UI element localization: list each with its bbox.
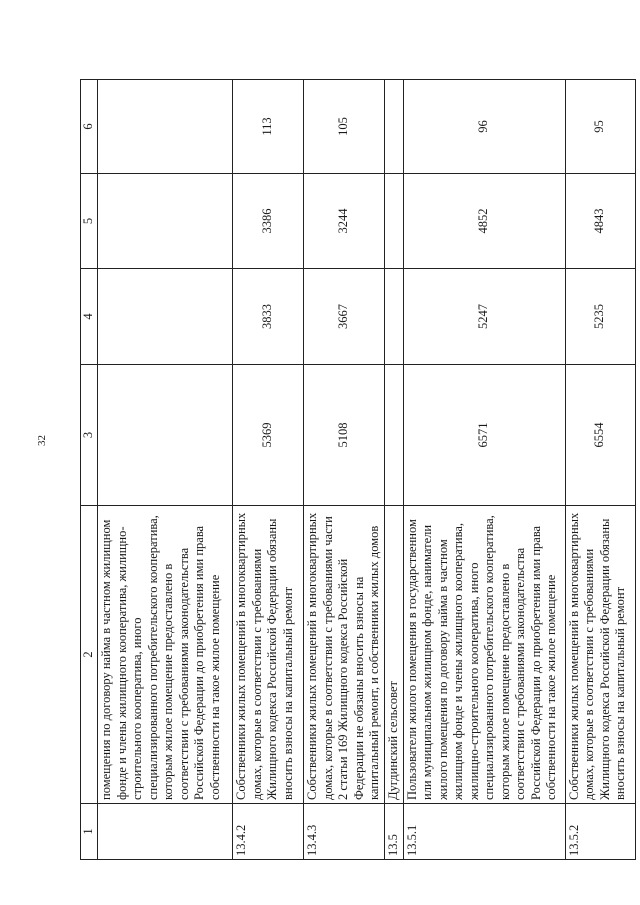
row-value-col6 <box>98 80 233 174</box>
row-value-col5 <box>98 174 233 269</box>
header-col-6: 6 <box>81 80 98 174</box>
row-code: 13.5.2 <box>565 804 635 860</box>
row-value-col6: 96 <box>403 80 565 174</box>
row-value-col4 <box>98 269 233 365</box>
row-value-col3: 5108 <box>304 365 385 506</box>
row-description: Дугдинский сельсовет <box>384 506 403 804</box>
row-value-col3 <box>98 365 233 506</box>
row-description: Собственники жилых помещений в многоквартирных домах, которые в соответствии с требованиями части 2 статьи 169 Жилищного кодекса Российской Федерации не обязаны вносить взносы на капитальный ремонт, и собственники жилых домов <box>304 506 385 804</box>
page-number: 32 <box>36 435 48 446</box>
row-code: 13.4.2 <box>233 804 304 860</box>
tariff-table <box>80 79 636 860</box>
table-row <box>98 80 233 860</box>
row-value-col4: 5235 <box>565 269 635 365</box>
table-row <box>304 80 385 860</box>
row-value-col4: 3833 <box>233 269 304 365</box>
row-code <box>98 804 233 860</box>
row-value-col3: 6571 <box>403 365 565 506</box>
rotated-table-container <box>80 80 627 860</box>
header-col-5: 5 <box>81 174 98 269</box>
row-value-col5: 4843 <box>565 174 635 269</box>
header-col-1: 1 <box>81 804 98 860</box>
row-value-col6: 113 <box>233 80 304 174</box>
row-value-col6: 105 <box>304 80 385 174</box>
row-description: Собственники жилых помещений в многоквартирных домах, которые в соответствии с требованиями Жилищного кодекса Российской Федерации обязаны вносить взносы на капитальный ремонт <box>233 506 304 804</box>
row-value-col6: 95 <box>565 80 635 174</box>
header-row <box>81 80 98 860</box>
table-row <box>565 80 635 860</box>
header-col-2: 2 <box>81 506 98 804</box>
row-value-col4: 3667 <box>304 269 385 365</box>
row-code: 13.4.3 <box>304 804 385 860</box>
row-description: Собственники жилых помещений в многоквартирных домах, которые в соответствии с требованиями Жилищного кодекса Российской Федерации обязаны вносить взносы на капитальный ремонт <box>565 506 635 804</box>
row-description: Пользователи жилого помещения в государственном или муниципальном жилищном фонде, наниматели жилого помещения по договору найма в частном жилищном фонде и члены жилищного кооператива, жилищно-строительного кооператива, иного специализированного потребительского кооператива, которым жилое помещение предоставлено в соответствии с требованиями законодательства Российской Федерации до приобретения ими права собственности на такое жилое помещение <box>403 506 565 804</box>
table-row <box>403 80 565 860</box>
row-value-col3: 5369 <box>233 365 304 506</box>
row-value-col5: 3244 <box>304 174 385 269</box>
row-value-col4: 5247 <box>403 269 565 365</box>
row-description: помещения по договору найма в частном жилищном фонде и члены жилищного кооператива, жилищно-строительного кооператива, иного специализированного потребительского кооператива, которым жилое помещение предоставлено в соответствии с требованиями законодательства Российской Федерации до приобретения ими права собственности на такое жилое помещение <box>98 506 233 804</box>
row-value-col6 <box>384 80 403 174</box>
header-col-4: 4 <box>81 269 98 365</box>
row-code: 13.5.1 <box>403 804 565 860</box>
header-col-3: 3 <box>81 365 98 506</box>
row-value-col5 <box>384 174 403 269</box>
row-code: 13.5 <box>384 804 403 860</box>
row-value-col3 <box>384 365 403 506</box>
row-value-col5: 4852 <box>403 174 565 269</box>
table-row <box>384 80 403 860</box>
row-value-col4 <box>384 269 403 365</box>
row-value-col5: 3386 <box>233 174 304 269</box>
row-value-col3: 6554 <box>565 365 635 506</box>
table-row <box>233 80 304 860</box>
